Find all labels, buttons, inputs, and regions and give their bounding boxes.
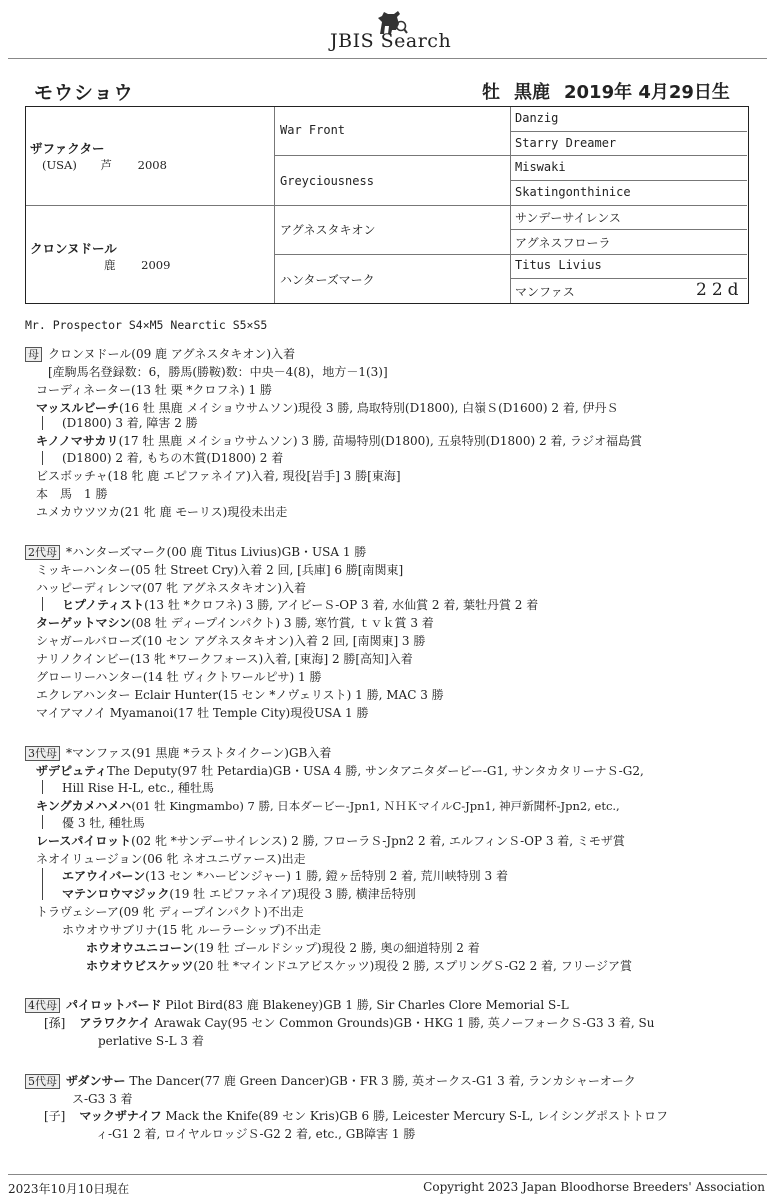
fourth-sub-label: [孫] (44, 1016, 66, 1030)
third-dam-header (25, 745, 331, 761)
dam-line-5-text: (17 牡 黒鹿 メイショウサムソン) 3 勝, 苗場特別(D1800), 五泉特別(D1800) 2 着, ラジオ福島賞 (118, 434, 643, 448)
fifth-bold[interactable]: ザダンサー (66, 1074, 126, 1088)
dam-line-5 (36, 433, 642, 449)
horse-info (482, 78, 730, 104)
footer-date: 2023年10月10日現在 (8, 1182, 130, 1196)
fifth-sub-line (44, 1108, 668, 1124)
second-bold-1[interactable]: ターゲットマシン (36, 616, 132, 630)
gp-2[interactable]: Greyciousness (280, 174, 374, 188)
third-bold-6[interactable]: ホウオウビスケッツ (86, 959, 194, 973)
gp-3[interactable]: アグネスタキオン (280, 223, 376, 237)
third-line-12-text: (20 牡 *マインドユアビスケッツ)現役 2 勝, スプリングＳ-G2 2 着, フリージア賞 (193, 959, 632, 973)
ggp-6[interactable]: アグネスフローラ (515, 236, 611, 250)
fifth-sub-bold[interactable]: マックザナイフ (79, 1109, 162, 1123)
fourth-dam-tag: 4代母 (25, 998, 60, 1013)
third-line-4: 優 3 牡, 種牡馬 (62, 816, 145, 830)
ggp-3[interactable]: Miswaki (515, 160, 566, 174)
third-bold-2[interactable]: レースパイロット (36, 834, 132, 848)
third-bold-0[interactable]: ザデピュティ (36, 764, 108, 778)
gp-4[interactable]: ハンターズマーク (280, 273, 375, 287)
fifth-sub-line2: ィ-G1 2 着, ロイヤルロッジＳ-G2 2 着, etc., GB障害 1 勝 (96, 1127, 416, 1141)
third-bold-4[interactable]: マテンロウマジック (62, 887, 170, 901)
jbis-logo (328, 6, 463, 54)
third-line-11-text: (19 牡 ゴールドシップ)現役 2 勝, 奥の細道特別 2 着 (193, 941, 480, 955)
dam-bold-0[interactable]: マッスルビーチ (36, 401, 120, 415)
fourth-bold[interactable]: パイロットバード (66, 998, 162, 1012)
fourth-dam-header (25, 997, 569, 1013)
dam-name[interactable]: クロンヌドール (30, 241, 117, 256)
dam-line-4: (D1800) 3 着, 障害 2 勝 (62, 416, 198, 430)
fifth-line: The Dancer(77 鹿 Green Dancer)GB・FR 3 勝, 英オークス-G1 3 着, ランカシャーオーク (129, 1074, 636, 1088)
sire-cell (30, 139, 270, 173)
third-line-12 (86, 958, 632, 974)
indent-bar (42, 868, 43, 900)
third-bold-1[interactable]: キングカメハメハ (36, 799, 132, 813)
second-line-6: ナリノクインビー(13 牝 *ワークフォース)入着, [東海] 2 勝[高知]入着 (36, 652, 413, 666)
dam-details (30, 257, 270, 273)
dam-line-1: [産駒馬名登録数：6，勝馬(勝鞍)数：中央－4(8)，地方－1(3)] (48, 365, 388, 379)
logo-text: JBIS Search (330, 30, 452, 52)
indent-bar (42, 780, 43, 794)
second-bold-0[interactable]: ヒプノティスト (62, 598, 145, 612)
ggp-1[interactable]: Danzig (515, 111, 559, 125)
gp-1[interactable]: War Front (280, 123, 346, 137)
pedigree-table (25, 106, 749, 304)
header-divider (8, 58, 767, 59)
third-line-3 (36, 798, 620, 814)
family-number: 22d (696, 280, 744, 300)
ggp-7[interactable]: Titus Livius (515, 258, 602, 272)
fifth-dam-header (25, 1073, 636, 1089)
third-line-10: ホウオウサブリナ(15 牝 ルーラーシップ)不出走 (62, 923, 322, 937)
third-line-2: Hill Rise H-L, etc., 種牡馬 (62, 781, 214, 795)
second-line-4 (36, 615, 434, 631)
sire-country: (USA) (42, 158, 77, 172)
horse-sex: 牡 (482, 82, 500, 103)
fourth-sub-line2: perlative S-L 3 着 (98, 1034, 204, 1048)
fifth-line2: ス-G3 3 着 (72, 1092, 133, 1106)
dam-line-7: ビスボッチャ(18 牝 鹿 エピファネイア)入着, 現役[岩手] 3 勝[東海] (36, 469, 401, 483)
dam-line-3-text: (16 牡 黒鹿 メイショウサムソン)現役 3 勝, 鳥取特別(D1800), 白嶺Ｓ(D1600) 2 着, 伊丹Ｓ (119, 401, 619, 415)
dam-line-3 (36, 400, 619, 416)
ggp-5[interactable]: サンデーサイレンス (515, 211, 621, 225)
third-line-6: ネオイリュージョン(06 牝 ネオユニヴァース)出走 (36, 852, 306, 866)
second-dam-tag: 2代母 (25, 545, 60, 560)
third-line-1 (36, 763, 644, 779)
fourth-sub-text: Arawak Cay(95 セン Common Grounds)GB・HKG 1 勝, 英ノーフォークＳ-G3 3 着, Su (154, 1016, 655, 1030)
dam-cell (30, 239, 270, 273)
fifth-dam-tag: 5代母 (25, 1074, 60, 1089)
fifth-sub-label: [子] (44, 1109, 66, 1123)
sire-name[interactable]: ザファクター (30, 141, 105, 156)
ggp-8[interactable]: マンファス (515, 285, 575, 299)
fourth-sub-line (44, 1015, 654, 1031)
second-line-5: シャガールバローズ(10 セン アグネスタキオン)入着 2 回, [南関東] 3 勝 (36, 634, 426, 648)
dam-line-2: コーディネーター(13 牡 栗 *クロフネ) 1 勝 (36, 383, 272, 397)
sire-details (30, 157, 270, 173)
ggp-2[interactable]: Starry Dreamer (515, 136, 617, 150)
second-line-2: ハッピーディレンマ(07 牝 アグネスタキオン)入着 (36, 581, 307, 595)
third-line-8 (62, 886, 416, 902)
footer-copyright: Copyright 2023 Japan Bloodhorse Breeders' Association (423, 1180, 765, 1194)
third-line-8-text: (19 牡 エピファネイア)現役 3 勝, 横津岳特別 (169, 887, 416, 901)
second-line-3 (62, 597, 538, 613)
dam-line-8: 本 馬 1 勝 (36, 487, 108, 501)
horse-color: 黒鹿 (514, 82, 550, 103)
sire-year: 2008 (137, 158, 167, 172)
dam-line-6: (D1800) 2 着, もちの木賞(D1800) 2 着 (62, 451, 284, 465)
indent-bar (42, 416, 43, 430)
dam-section-header (25, 346, 295, 362)
indent-bar (42, 815, 43, 829)
dam-line-9: ユメカウツツカ(21 牝 鹿 モーリス)現役未出走 (36, 505, 288, 519)
second-line-7: グローリーハンター(14 牡 ヴィクトワールピサ) 1 勝 (36, 670, 322, 684)
second-line-4-text: (08 牡 ディープインパクト) 3 勝, 寒竹賞, ｔｖｋ賞 3 着 (131, 616, 434, 630)
dam-color: 鹿 (104, 258, 116, 272)
third-line-1-text: The Deputy(97 牡 Petardia)GB・USA 4 勝, サンタアニタダービー-G1, サンタカタリーナＳ-G2, (107, 764, 644, 778)
third-line-7-text: (13 セン *ハービンジャー) 1 勝, 鐙ヶ岳特別 2 着, 荒川峡特別 3 着 (145, 869, 508, 883)
fifth-sub-text: Mack the Knife(89 セン Kris)GB 6 勝, Leicester Mercury S-L, レイシングポストトロフ (165, 1109, 669, 1123)
third-line-0: *マンファス(91 黒鹿 *ラストタイクーン)GB入着 (66, 746, 332, 760)
third-line-3-text: (01 牡 Kingmambo) 7 勝, 日本ダービー-Jpn1, ＮＨＫマイルC-Jpn1, 神戸新聞杯-Jpn2, etc., (131, 799, 620, 813)
horse-birth: 2019年 4月29日生 (564, 82, 730, 103)
ggp-4[interactable]: Skatingonthinice (515, 185, 631, 199)
second-line-3-text: (13 牡 *クロフネ) 3 勝, アイビーＳ-OP 3 着, 水仙賞 2 着, 葉牡丹賞 2 着 (144, 598, 539, 612)
sire-color: 芦 (100, 158, 113, 172)
second-line-8: エクレアハンター Eclair Hunter(15 セン *ノヴェリスト) 1 勝, MAC 3 勝 (36, 688, 444, 702)
indent-bar (42, 597, 43, 611)
third-bold-5[interactable]: ホウオウユニコーン (86, 941, 194, 955)
dam-tag: 母 (25, 347, 42, 362)
indent-bar (42, 451, 43, 465)
third-dam-tag: 3代母 (25, 746, 60, 761)
third-line-11 (86, 940, 480, 956)
second-line-0: *ハンターズマーク(00 鹿 Titus Livius)GB・USA 1 勝 (66, 545, 367, 559)
horse-name: モウショウ (34, 82, 134, 104)
fourth-line: Pilot Bird(83 鹿 Blakeney)GB 1 勝, Sir Charles Clore Memorial S-L (165, 998, 569, 1012)
dam-bold-1[interactable]: キノノマサカリ (36, 434, 119, 448)
third-line-9: トラヴェシーア(09 牝 ディープインパクト)不出走 (36, 905, 304, 919)
second-line-9: マイアマノイ Myamanoi(17 牡 Temple City)現役USA 1 勝 (36, 706, 369, 720)
dam-line-0: クロンヌドール(09 鹿 アグネスタキオン)入着 (48, 347, 296, 361)
third-line-5-text: (02 牝 *サンデーサイレンス) 2 勝, フローラＳ-Jpn2 2 着, エルフィンＳ-OP 3 着, ミモザ賞 (131, 834, 625, 848)
footer-divider (8, 1174, 767, 1175)
inbreeding-info: Mr. Prospector S4×M5 Nearctic S5×S5 (25, 318, 268, 332)
dam-year: 2009 (141, 258, 171, 272)
third-line-7 (62, 868, 508, 884)
third-bold-3[interactable]: エアウイバーン (62, 869, 146, 883)
second-dam-header (25, 544, 366, 560)
third-line-5 (36, 833, 625, 849)
fourth-sub-bold[interactable]: アラワクケイ (79, 1016, 151, 1030)
second-line-1: ミッキーハンター(05 牡 Street Cry)入着 2 回, [兵庫] 6 勝[南関東] (36, 563, 404, 577)
